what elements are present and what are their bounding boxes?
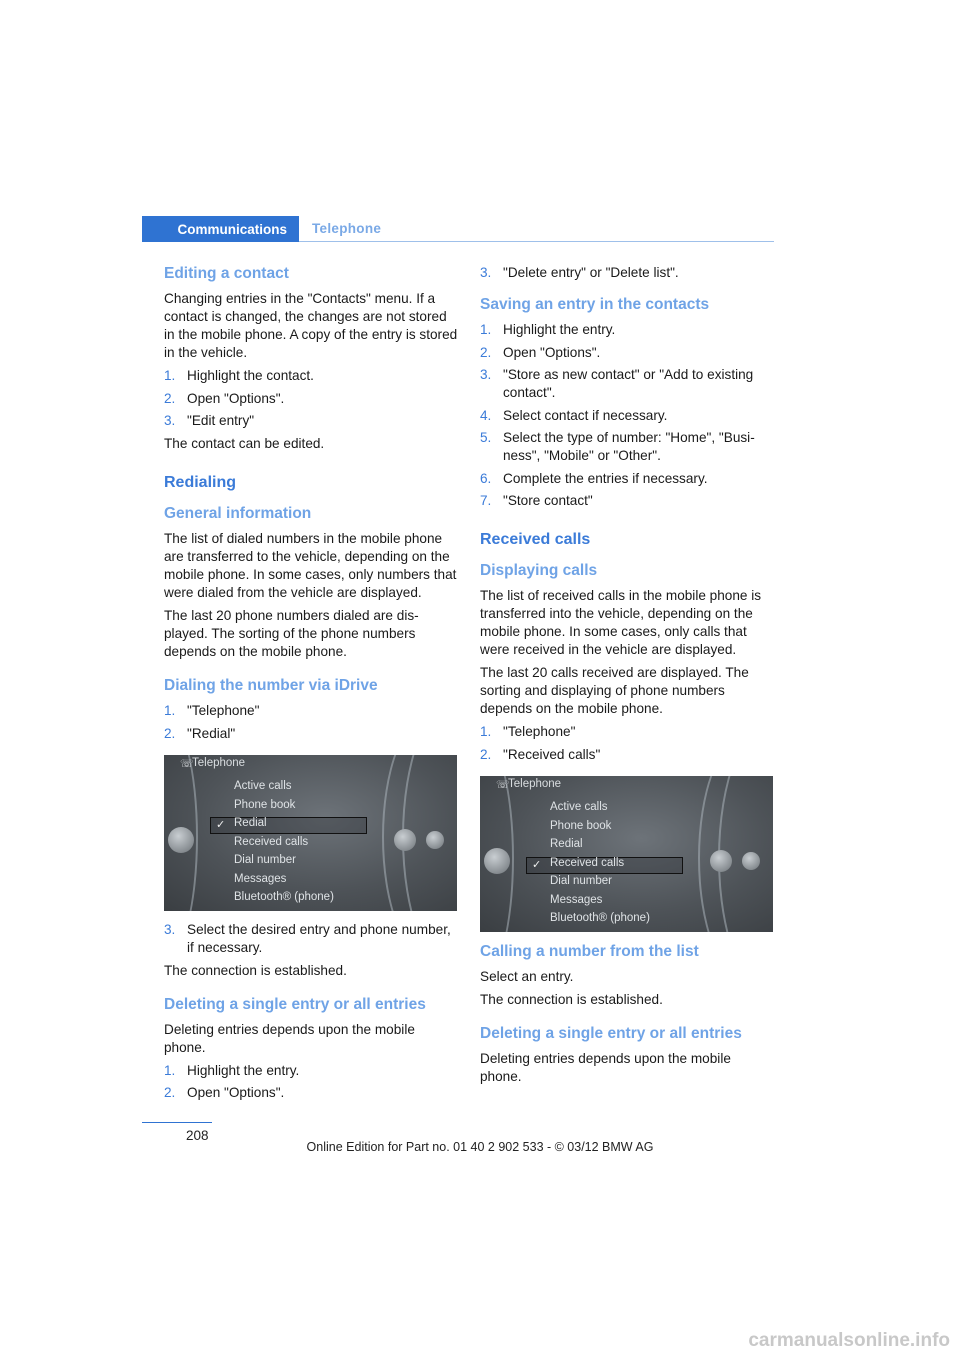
menu-item-received-calls[interactable]: Received calls [234, 835, 309, 848]
edit-after: The contact can be edited. [164, 436, 325, 451]
idrive-screen-redial [164, 755, 457, 911]
controller-knob-icon [484, 848, 510, 874]
heading-general-info: General information [164, 505, 312, 522]
checkmark-icon: ✓ [216, 818, 226, 831]
list-item: 1. "Telephone" [480, 724, 576, 739]
edition-line: Online Edition for Part no. 01 40 2 902 533 - © 03/12 BMW AG [306, 1140, 654, 1154]
delete-intro-2: Deleting entries depends upon the mobile phone. [480, 1050, 731, 1084]
subsection-label: Telephone [312, 221, 382, 236]
list-item: 7. "Store contact" [480, 493, 593, 508]
dial-steps [164, 702, 459, 743]
list-item: 2. "Redial" [164, 725, 236, 741]
list-item: 1. Highlight the entry. [480, 322, 616, 337]
menu-item-bluetooth[interactable]: Bluetooth® (phone) [234, 890, 334, 903]
page-header [142, 216, 774, 244]
general-p1: The list of dialed numbers in the mobile phone are transferred to the vehicle, depending on the mobile phone. In some cases, only numbers that were dialed from the vehicle are displayed. [164, 531, 457, 600]
list-item: 1. "Telephone" [164, 703, 260, 718]
general-p2: The last 20 phone numbers dialed are dis-played. The sorting of the phone numbers depends on the mobile phone. [164, 608, 419, 659]
list-item: 3. "Edit entry" [164, 413, 255, 428]
delete-step3 [480, 264, 775, 282]
heading-redialing: Redialing [164, 474, 237, 491]
calling-p1: Select an entry. [480, 968, 574, 984]
display-p1: The list of received calls in the mobile phone is transferred into the vehicle, depending on the mobile phone. In some cases, only calls that were received in the vehicle are displayed. [480, 588, 762, 657]
delete-intro: Deleting entries depends upon the mobile phone. [164, 1021, 415, 1055]
list-item: 2. Open "Options". [480, 344, 601, 360]
idrive-screen-received [480, 776, 773, 932]
dial-step3 [164, 921, 459, 957]
list-item: 2. Open "Options". [164, 390, 285, 406]
menu-item-bluetooth[interactable]: Bluetooth® (phone) [550, 911, 650, 924]
telephone-icon: ☏ [496, 778, 510, 791]
heading-received-calls: Received calls [480, 531, 591, 548]
edit-steps [164, 367, 459, 430]
menu-item-dial-number[interactable]: Dial number [550, 874, 612, 887]
menu-item-active-calls[interactable]: Active calls [550, 800, 608, 813]
list-item: 3. "Delete entry" or "Delete list". [480, 265, 679, 280]
checkmark-icon: ✓ [532, 858, 542, 871]
menu-item-phone-book[interactable]: Phone book [550, 819, 612, 832]
list-item: 2. "Received calls" [480, 746, 601, 762]
footer-rule [142, 1122, 212, 1123]
heading-editing-contact: Editing a contact [164, 265, 289, 282]
list-item: 3. "Store as new contact" or "Add to existing contact". [480, 367, 754, 400]
header-rule [299, 241, 774, 242]
settings-knob-icon [742, 852, 760, 870]
display-steps [480, 723, 775, 764]
list-item: 6. Complete the entries if necessary. [480, 470, 708, 486]
controller-knob-icon [168, 827, 194, 853]
section-tab: Communications [142, 216, 299, 242]
menu-item-redial[interactable]: Redial [234, 816, 267, 829]
heading-saving-entry: Saving an entry in the contacts [480, 296, 710, 313]
menu-item-redial[interactable]: Redial [550, 837, 583, 850]
delete-steps [164, 1062, 459, 1103]
settings-knob-icon [426, 831, 444, 849]
heading-deleting-entries-2: Deleting a single entry or all entries [480, 1024, 742, 1042]
list-item: 3. Select the desired entry and phone number, if necessary. [164, 921, 451, 955]
list-item: 5. Select the type of number: "Home", "Busi-ness", "Mobile" or "Other". [480, 430, 755, 463]
dial-after: The connection is established. [164, 962, 347, 978]
menu-item-dial-number[interactable]: Dial number [234, 853, 296, 866]
edit-intro: Changing entries in the "Contacts" menu. If a contact is changed, the changes are not stored in the mobile phone. A copy of the entry is stored in the vehicle. [164, 291, 458, 360]
left-column [164, 264, 459, 1107]
display-p2: The last 20 calls received are displayed. The sorting and displaying of phone numbers depends on the mobile phone. [480, 665, 749, 716]
options-knob-icon [710, 850, 732, 872]
menu-item-phone-book[interactable]: Phone book [234, 798, 296, 811]
heading-displaying-calls: Displaying calls [480, 562, 598, 579]
list-item: 1. Highlight the entry. [164, 1062, 300, 1078]
right-column [480, 264, 775, 1091]
menu-item-received-calls[interactable]: Received calls [550, 856, 625, 869]
list-item: 1. Highlight the contact. [164, 368, 314, 383]
calling-p2: The connection is established. [480, 991, 663, 1007]
screen-title: Telephone [508, 777, 562, 790]
list-item: 4. Select contact if necessary. [480, 407, 668, 423]
menu-item-messages[interactable]: Messages [550, 893, 603, 906]
heading-dialing-idrive: Dialing the number via iDrive [164, 677, 378, 694]
telephone-icon: ☏ [180, 757, 194, 770]
page-number: 208 [186, 1128, 209, 1143]
watermark: carmanualsonline.info [748, 1330, 950, 1351]
save-steps [480, 321, 775, 510]
menu-item-messages[interactable]: Messages [234, 872, 287, 885]
menu-item-active-calls[interactable]: Active calls [234, 779, 292, 792]
screen-title: Telephone [192, 756, 246, 769]
heading-calling-number: Calling a number from the list [480, 942, 699, 960]
heading-deleting-entries: Deleting a single entry or all entries [164, 995, 426, 1013]
options-knob-icon [394, 829, 416, 851]
list-item: 2. Open "Options". [164, 1085, 285, 1100]
